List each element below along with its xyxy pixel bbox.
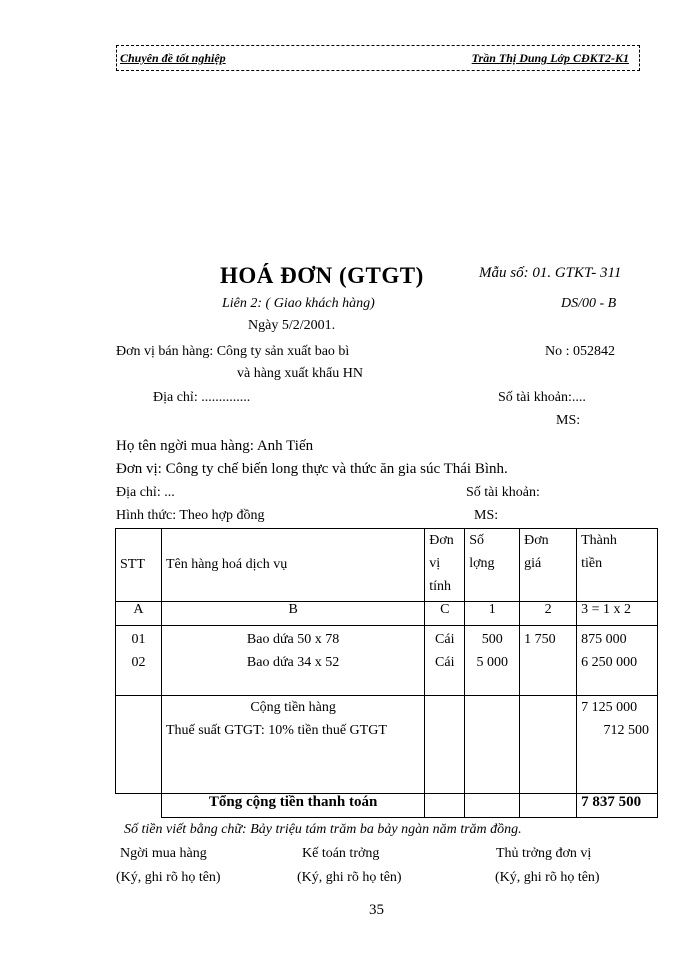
- header-qty-2: lợng: [469, 556, 495, 571]
- table-row: [116, 626, 658, 696]
- row-1-unit: Cái: [435, 632, 455, 647]
- page-number: 35: [369, 902, 384, 918]
- row-2-unit: Cái: [435, 655, 455, 670]
- amount-in-words: Số tiền viết bằng chữ: Bảy triệu tám trăm ba bảy ngàn năm trăm đồng.: [124, 822, 522, 837]
- code-1: 1: [465, 602, 520, 626]
- code-3: 3 = 1 x 2: [577, 602, 658, 626]
- name-cell: [161, 626, 424, 696]
- header-stt: STT: [116, 529, 162, 602]
- header-amount-1: Thành: [581, 533, 617, 548]
- header-right-text: Trần Thị Dung Lớp CĐKT2-K1: [471, 51, 629, 65]
- code-b: B: [161, 602, 424, 626]
- signature-buyer-note: (Ký, ghi rõ họ tên): [116, 870, 221, 885]
- empty-cell: [116, 794, 162, 818]
- signature-accountant-role: Kế toán trởng: [302, 846, 380, 861]
- row-1-amount: 875 000: [581, 632, 627, 647]
- signature-director-role: Thủ trởng đơn vị: [496, 846, 592, 861]
- row-2-amount: 6 250 000: [581, 655, 638, 670]
- series: DS/00 - B: [561, 296, 617, 311]
- row-2-qty: 5 000: [476, 655, 508, 670]
- code-2: 2: [520, 602, 577, 626]
- table-summary-row: [116, 696, 658, 794]
- price-cell: [520, 626, 577, 696]
- row-2-name: Bao dứa 34 x 52: [246, 655, 340, 670]
- table-header-row: [116, 529, 658, 602]
- form-number: Mẫu số: 01. GTKT- 311: [479, 265, 622, 281]
- empty-cell: [520, 696, 577, 794]
- seller-name: Đơn vị bán hàng: Công ty sản xuất bao bì: [116, 344, 350, 359]
- header-left-text: Chuyên đề tốt nghiệp: [120, 51, 226, 65]
- seller-tax-code: MS:: [556, 413, 581, 428]
- signature-buyer-role: Ngời mua hàng: [120, 846, 207, 861]
- header-price-2: giá: [524, 556, 542, 571]
- row-2-stt: 02: [131, 655, 146, 670]
- summary-labels: [161, 696, 424, 794]
- subtotal-value: 7 125 000: [581, 700, 638, 715]
- buyer-name: Họ tên ngời mua hàng: Anh Tiến: [116, 438, 314, 454]
- row-1-stt: 01: [131, 632, 146, 647]
- vat-label: Thuế suất GTGT: 10% tiền thuế GTGT: [165, 723, 387, 738]
- seller-account: Số tài khoản:....: [498, 390, 586, 405]
- header-unit: [425, 529, 465, 602]
- header-amount: [577, 529, 658, 602]
- subtotal-label: Cộng tiền hàng: [250, 700, 336, 715]
- seller-address: Địa chỉ: ..............: [153, 390, 251, 405]
- row-1-name: Bao dứa 50 x 78: [246, 632, 340, 647]
- header-price: [520, 529, 577, 602]
- signature-director-note: (Ký, ghi rõ họ tên): [495, 870, 600, 885]
- seller-name-cont: và hàng xuất khẩu HN: [237, 366, 363, 381]
- buyer-address: Địa chỉ: ...: [116, 485, 175, 500]
- table-code-row: [116, 602, 658, 626]
- buyer-account: Số tài khoản:: [466, 485, 540, 500]
- header-qty: [465, 529, 520, 602]
- row-1-qty: 500: [481, 632, 503, 647]
- payment-method: Hình thức: Theo hợp đồng: [116, 508, 265, 523]
- empty-cell: [465, 696, 520, 794]
- header-unit-3: tính: [429, 579, 452, 594]
- total-label: Tổng cộng tiền thanh toán: [161, 794, 424, 818]
- code-c: C: [425, 602, 465, 626]
- page-header: [116, 45, 640, 71]
- row-1-price: 1 750: [524, 632, 556, 647]
- total-value: 7 837 500: [577, 794, 658, 818]
- unit-cell: [425, 626, 465, 696]
- header-unit-2: vị: [429, 556, 441, 571]
- empty-cell: [520, 794, 577, 818]
- header-amount-2: tiền: [581, 556, 603, 571]
- signature-accountant-note: (Ký, ghi rõ họ tên): [297, 870, 402, 885]
- buyer-tax-code: MS:: [474, 508, 499, 523]
- invoice-title: HOÁ ĐƠN (GTGT): [220, 263, 424, 288]
- table-total-row: [116, 794, 658, 818]
- header-qty-1: Số: [469, 533, 485, 548]
- invoice-date: Ngày 5/2/2001.: [248, 318, 336, 333]
- empty-cell: [116, 696, 162, 794]
- empty-cell: [425, 696, 465, 794]
- header-unit-1: Đơn: [429, 533, 454, 548]
- header-price-1: Đơn: [524, 533, 549, 548]
- empty-cell: [425, 794, 465, 818]
- invoice-table: [115, 528, 658, 818]
- stt-cell: [116, 626, 162, 696]
- code-a: A: [116, 602, 162, 626]
- summary-values: [577, 696, 658, 794]
- header-name: Tên hàng hoá dịch vụ: [161, 529, 424, 602]
- vat-value: 712 500: [603, 723, 649, 738]
- amount-cell: [577, 626, 658, 696]
- buyer-unit: Đơn vị: Công ty chế biến long thực và thức ăn gia súc Thái Bình.: [116, 461, 508, 477]
- qty-cell: [465, 626, 520, 696]
- invoice-number: No : 052842: [545, 344, 615, 359]
- copy-label: Liên 2: ( Giao khách hàng): [222, 296, 375, 311]
- empty-cell: [465, 794, 520, 818]
